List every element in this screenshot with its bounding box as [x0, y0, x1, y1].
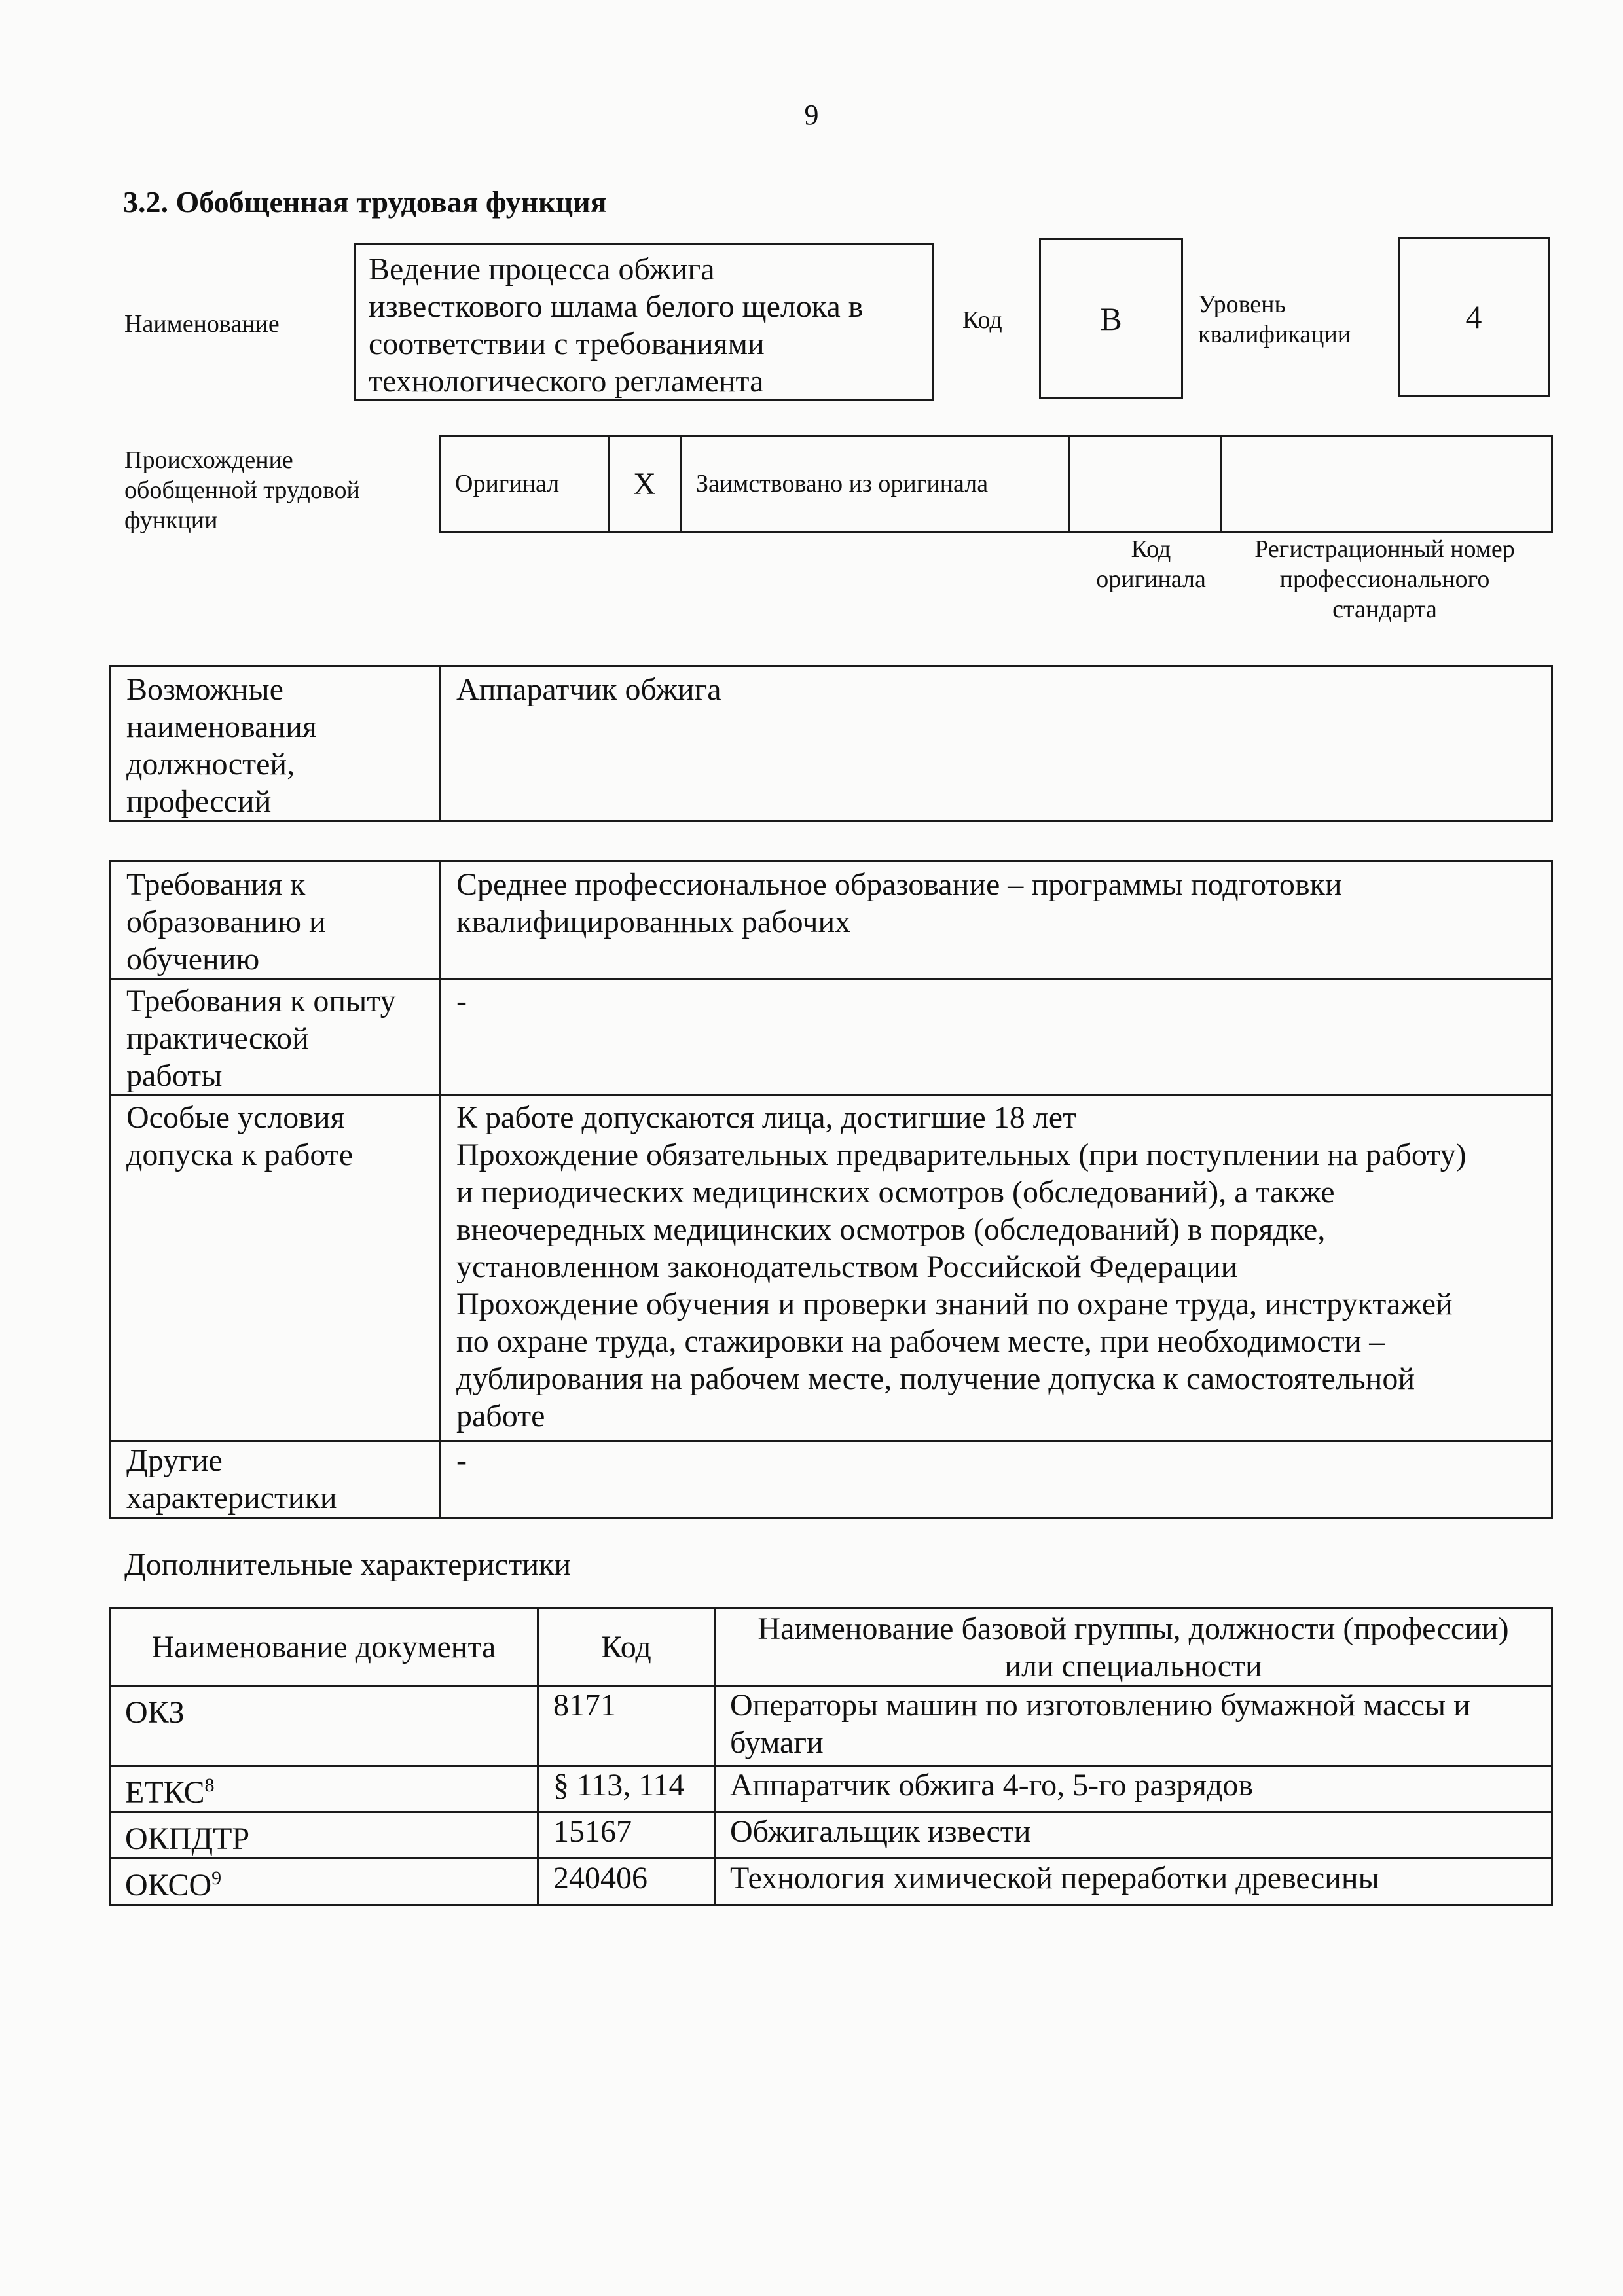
- header-name-line: или специальности: [1004, 1648, 1262, 1683]
- origin-label-line: обобщенной трудовой: [124, 476, 360, 504]
- requirements-label-line: Особые условия: [126, 1100, 345, 1135]
- header-doc-cell: [110, 1609, 538, 1686]
- doc-footnote: 9: [211, 1867, 222, 1889]
- section-title: 3.2. Обобщенная трудовая функция: [123, 185, 607, 219]
- doc-name-text: ОКПДТР: [125, 1821, 250, 1856]
- name-line: бумаги: [730, 1725, 824, 1760]
- function-name-line: Ведение процесса обжига: [369, 252, 715, 287]
- code-value: B: [1100, 300, 1122, 337]
- requirements-value-line: и периодических медицинских осмотров (обследований), а также: [456, 1175, 1335, 1210]
- requirements-value-line: установленном законодательством Российской Федерации: [456, 1249, 1238, 1284]
- level-label-line: Уровень: [1198, 291, 1286, 318]
- original-label: Оригинал: [455, 470, 560, 497]
- code-cell: [538, 1859, 715, 1905]
- positions-value-cell: [440, 666, 1552, 821]
- name-cell: [715, 1686, 1552, 1766]
- function-name-line: известкового шлама белого щелока в: [369, 289, 864, 324]
- positions-label-cell: [110, 666, 440, 821]
- requirements-label-cell: [110, 1441, 440, 1518]
- requirements-value-cell: [440, 1096, 1552, 1441]
- origin-table: [439, 435, 1553, 533]
- requirements-row: [110, 1096, 1552, 1441]
- doc-name: [111, 1859, 537, 1904]
- requirements-value-line: квалифицированных рабочих: [456, 905, 851, 939]
- header-code: Код: [601, 1630, 651, 1664]
- doc-name: [111, 1813, 537, 1857]
- level-label-line: квалификации: [1198, 321, 1351, 348]
- function-name-line: технологического регламента: [369, 364, 764, 399]
- requirements-value-line: Среднее профессиональное образование – программы подготовки: [456, 867, 1342, 902]
- doc-footnote: 8: [204, 1774, 215, 1796]
- additional-row: [110, 1766, 1552, 1812]
- positions-label-line: должностей,: [126, 747, 295, 781]
- requirements-value-cell: [440, 861, 1552, 979]
- name-cell: [715, 1812, 1552, 1859]
- requirements-value-cell: [440, 979, 1552, 1096]
- requirements-value-line: Прохождение обучения и проверки знаний по охране труда, инструктажей: [456, 1287, 1453, 1321]
- reg-number-caption-line: стандарта: [1332, 596, 1437, 623]
- function-name-line: соответствии с требованиями: [369, 327, 765, 361]
- name-cell: [715, 1859, 1552, 1905]
- name-line: Операторы машин по изготовлению бумажной массы и: [730, 1688, 1470, 1723]
- original-code-cell: [1069, 436, 1221, 532]
- doc-cell: [110, 1859, 538, 1905]
- qualification-level-value: 4: [1465, 298, 1482, 335]
- requirements-row: [110, 1441, 1552, 1518]
- borrowed-label: Заимствовано из оригинала: [696, 470, 989, 497]
- name-label: Наименование: [124, 310, 280, 338]
- positions-label-line: профессий: [126, 784, 272, 819]
- code-text: 15167: [553, 1814, 632, 1849]
- additional-row: [110, 1812, 1552, 1859]
- doc-cell: [110, 1766, 538, 1812]
- code-cell: [538, 1812, 715, 1859]
- requirements-table: [109, 860, 1553, 1519]
- doc-name: [111, 1687, 537, 1731]
- origin-label: [124, 445, 360, 535]
- doc-name-text: ОКЗ: [125, 1695, 185, 1730]
- original-cell: [440, 436, 609, 532]
- code-cell: [538, 1766, 715, 1812]
- borrowed-cell: [681, 436, 1069, 532]
- original-code-caption: [1066, 534, 1236, 594]
- reg-number-caption-line: профессионального: [1279, 565, 1490, 593]
- requirements-value-line: -: [456, 984, 467, 1018]
- header-doc: Наименование документа: [151, 1630, 496, 1664]
- additional-table: [109, 1607, 1553, 1906]
- name-line: Технология химической переработки древесины: [730, 1861, 1379, 1895]
- header-code-cell: [538, 1609, 715, 1686]
- reg-number-caption-line: Регистрационный номер: [1254, 535, 1515, 563]
- requirements-value-line: работе: [456, 1399, 545, 1433]
- original-code-caption-line: оригинала: [1096, 565, 1206, 593]
- function-name-box: [354, 243, 934, 401]
- positions-label-line: наименования: [126, 709, 317, 744]
- requirements-label-line: практической: [126, 1021, 309, 1056]
- code-text: 8171: [553, 1688, 616, 1723]
- page-number: 9: [804, 99, 819, 131]
- additional-header-row: [110, 1609, 1552, 1686]
- requirements-label-line: образованию и: [126, 905, 326, 939]
- reg-number-caption: [1231, 534, 1539, 624]
- requirements-label-cell: [110, 1096, 440, 1441]
- additional-row: [110, 1686, 1552, 1766]
- name-line: Аппаратчик обжига 4-го, 5-го разрядов: [730, 1768, 1253, 1803]
- level-label: [1198, 289, 1351, 350]
- positions-table: [109, 665, 1553, 822]
- code-cell: [538, 1686, 715, 1766]
- requirements-value-line: внеочередных медицинских осмотров (обследований) в порядке,: [456, 1212, 1326, 1247]
- code-text: § 113, 114: [553, 1768, 685, 1803]
- requirements-label-line: Другие: [126, 1443, 223, 1478]
- doc-cell: [110, 1686, 538, 1766]
- additional-title: Дополнительные характеристики: [124, 1547, 572, 1582]
- doc-name: [111, 1767, 537, 1811]
- origin-label-line: функции: [124, 507, 218, 534]
- requirements-label-cell: [110, 979, 440, 1096]
- header-name-cell: [715, 1609, 1552, 1686]
- doc-name-text: ОКСО: [125, 1868, 212, 1903]
- reg-number-cell: [1221, 436, 1552, 532]
- requirements-value-cell: [440, 1441, 1552, 1518]
- original-code-caption-line: Код: [1131, 535, 1171, 563]
- requirements-value-line: -: [456, 1443, 467, 1478]
- requirements-label-line: характеристики: [126, 1480, 337, 1515]
- original-mark: X: [633, 466, 656, 501]
- name-line: Обжигальщик извести: [730, 1814, 1031, 1849]
- qualification-level-box: [1398, 237, 1550, 397]
- requirements-label-line: Требования к опыту: [126, 984, 396, 1018]
- header-name-line: Наименование базовой группы, должности (профессии): [757, 1611, 1509, 1646]
- code-box: [1039, 238, 1183, 399]
- requirements-value-line: по охране труда, стажировки на рабочем месте, при необходимости –: [456, 1324, 1385, 1359]
- requirements-label-cell: [110, 861, 440, 979]
- name-cell: [715, 1766, 1552, 1812]
- requirements-row: [110, 861, 1552, 979]
- requirements-label-line: обучению: [126, 942, 260, 977]
- doc-name-text: ЕТКС: [125, 1775, 205, 1810]
- requirements-value-line: Прохождение обязательных предварительных (при поступлении на работу): [456, 1138, 1467, 1172]
- code-label: Код: [962, 306, 1002, 334]
- doc-cell: [110, 1812, 538, 1859]
- requirements-value-line: К работе допускаются лица, достигшие 18 лет: [456, 1100, 1076, 1135]
- requirements-value-line: дублирования на рабочем месте, получение допуска к самостоятельной: [456, 1361, 1415, 1396]
- requirements-label-line: допуска к работе: [126, 1138, 354, 1172]
- requirements-label-line: Требования к: [126, 867, 306, 902]
- requirements-row: [110, 979, 1552, 1096]
- additional-row: [110, 1859, 1552, 1905]
- code-text: 240406: [553, 1861, 647, 1895]
- positions-label-line: Возможные: [126, 672, 283, 707]
- original-mark-cell: [609, 436, 681, 532]
- requirements-label-line: работы: [126, 1058, 223, 1093]
- origin-label-line: Происхождение: [124, 446, 293, 474]
- positions-value: Аппаратчик обжига: [456, 672, 721, 707]
